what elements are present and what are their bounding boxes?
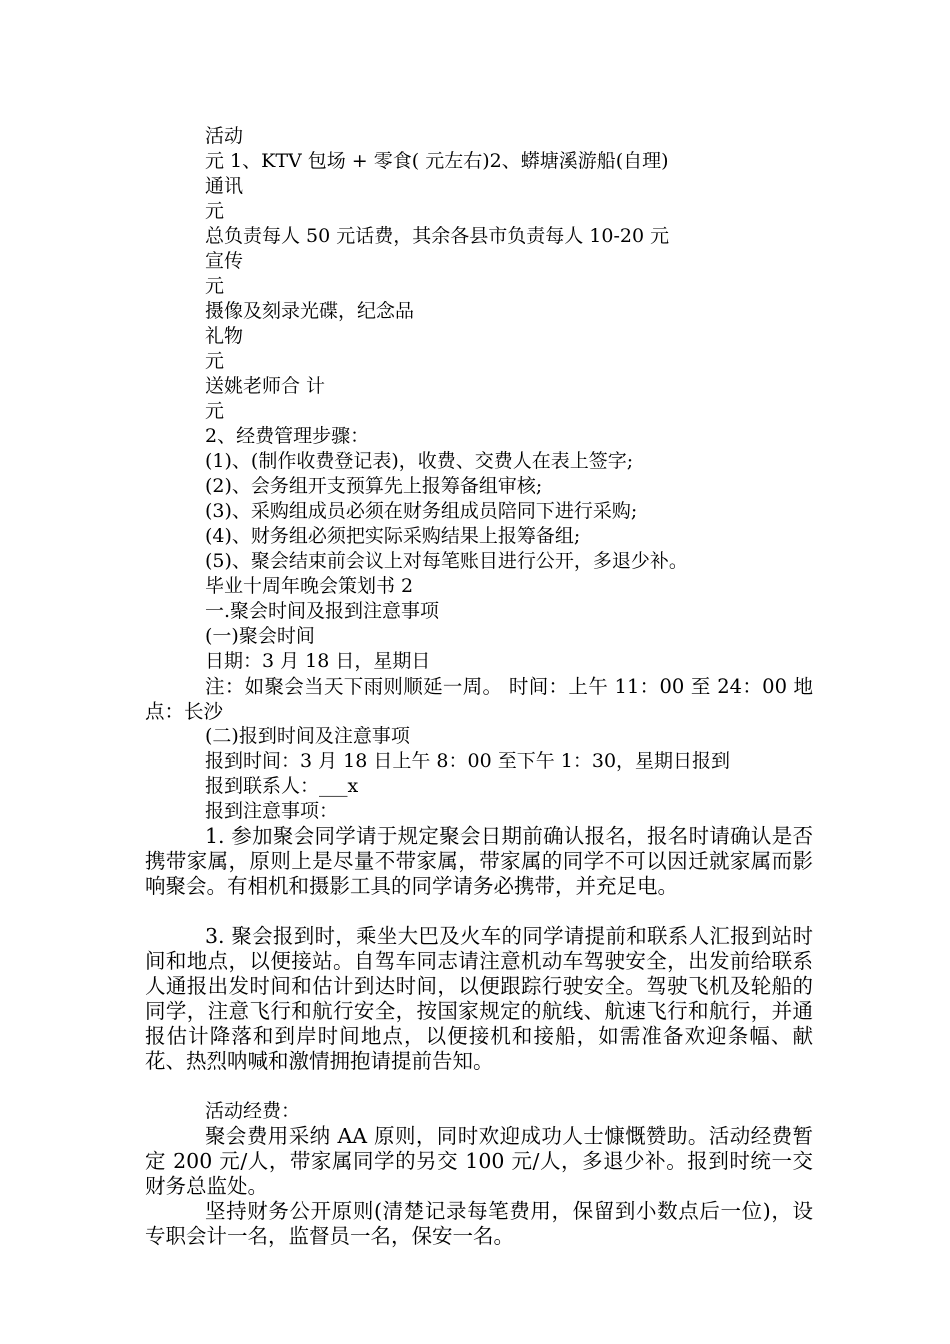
notice-item-3: 3. 聚会报到时，乘坐大巴及火车的同学请提前和联系人汇报到站时间和地点，以便接站。自驾车同志请注意机动车驾驶安全，出发前给联系人通报出发时间和估计到达时间，以便跟踪行驶安全。驾驶飞机及轮船的同学，注意飞行和航行安全，按国家规定的航线、航速飞行和航行，并通报估计降落和到岸时间地点，以便接机和接船，如需准备欢迎条幅、献花、热烈呐喊和激情拥抱请提前告知。 [145, 924, 813, 1073]
management-step: (4)、财务组必须把实际采购结果上报筹备组; [205, 525, 581, 547]
budget-line: 元 [205, 275, 225, 297]
budget-line: 摄像及刻录光碟，纪念品 [205, 300, 415, 322]
budget-line: 元 1、KTV 包场 + 零食( 元左右)2、蟒塘溪游船(自理) [205, 150, 669, 172]
event-date: 日期：3 月 18 日，星期日 [205, 650, 431, 672]
section-heading: 一.聚会时间及报到注意事项 [205, 600, 440, 622]
budget-line: 宣传 [205, 250, 244, 272]
notice-item-1: 1. 参加聚会同学请于规定聚会日期前确认报名，报名时请确认是否携带家属，原则上是尽量不带家属，带家属的同学不可以因迁就家属而影响聚会。有相机和摄影工具的同学请务必携带，并充足电。 [145, 824, 813, 898]
budget-line: 元 [205, 400, 225, 422]
fee-paragraph: 聚会费用采纳 AA 原则，同时欢迎成功人士慷慨赞助。活动经费暂定 200 元/人，带家属同学的另交 100 元/人，多退少补。报到时统一交财务总监处。 [145, 1124, 813, 1198]
budget-line: 元 [205, 200, 225, 222]
subsection-heading: (一)聚会时间 [205, 625, 315, 647]
management-heading: 2、经费管理步骤： [205, 425, 370, 447]
budget-line: 元 [205, 350, 225, 372]
management-step: (3)、采购组成员必须在财务组成员陪同下进行采购; [205, 500, 638, 522]
report-time: 报到时间：3 月 18 日上午 8：00 至下午 1：30，星期日报到 [205, 750, 731, 772]
fee-heading: 活动经费： [205, 1100, 301, 1122]
notice-heading: 报到注意事项： [205, 800, 339, 822]
budget-line: 通讯 [205, 175, 244, 197]
management-step: (1)、(制作收费登记表)，收费、交费人在表上签字; [205, 450, 634, 472]
finance-paragraph: 坚持财务公开原则(清楚记录每笔费用，保留到小数点后一位)，设专职会计一名，监督员一名，保安一名。 [145, 1199, 813, 1248]
management-step: (2)、会务组开支预算先上报筹备组审核; [205, 475, 543, 497]
management-step: (5)、聚会结束前会议上对每笔账目进行公开，多退少补。 [205, 550, 688, 572]
budget-line: 总负责每人 50 元话费，其余各县市负责每人 10-20 元 [205, 225, 670, 247]
subsection-heading: (二)报到时间及注意事项 [205, 725, 410, 747]
plan-title: 毕业十周年晚会策划书 2 [205, 575, 414, 597]
budget-line: 礼物 [205, 325, 244, 347]
budget-line: 送姚老师合 计 [205, 375, 326, 397]
event-note: 注：如聚会当天下雨则顺延一周。 时间：上午 11：00 至 24：00 地点：长沙 [145, 675, 813, 723]
budget-line: 活动 [205, 125, 244, 147]
report-contact: 报到联系人：___x [205, 775, 359, 797]
